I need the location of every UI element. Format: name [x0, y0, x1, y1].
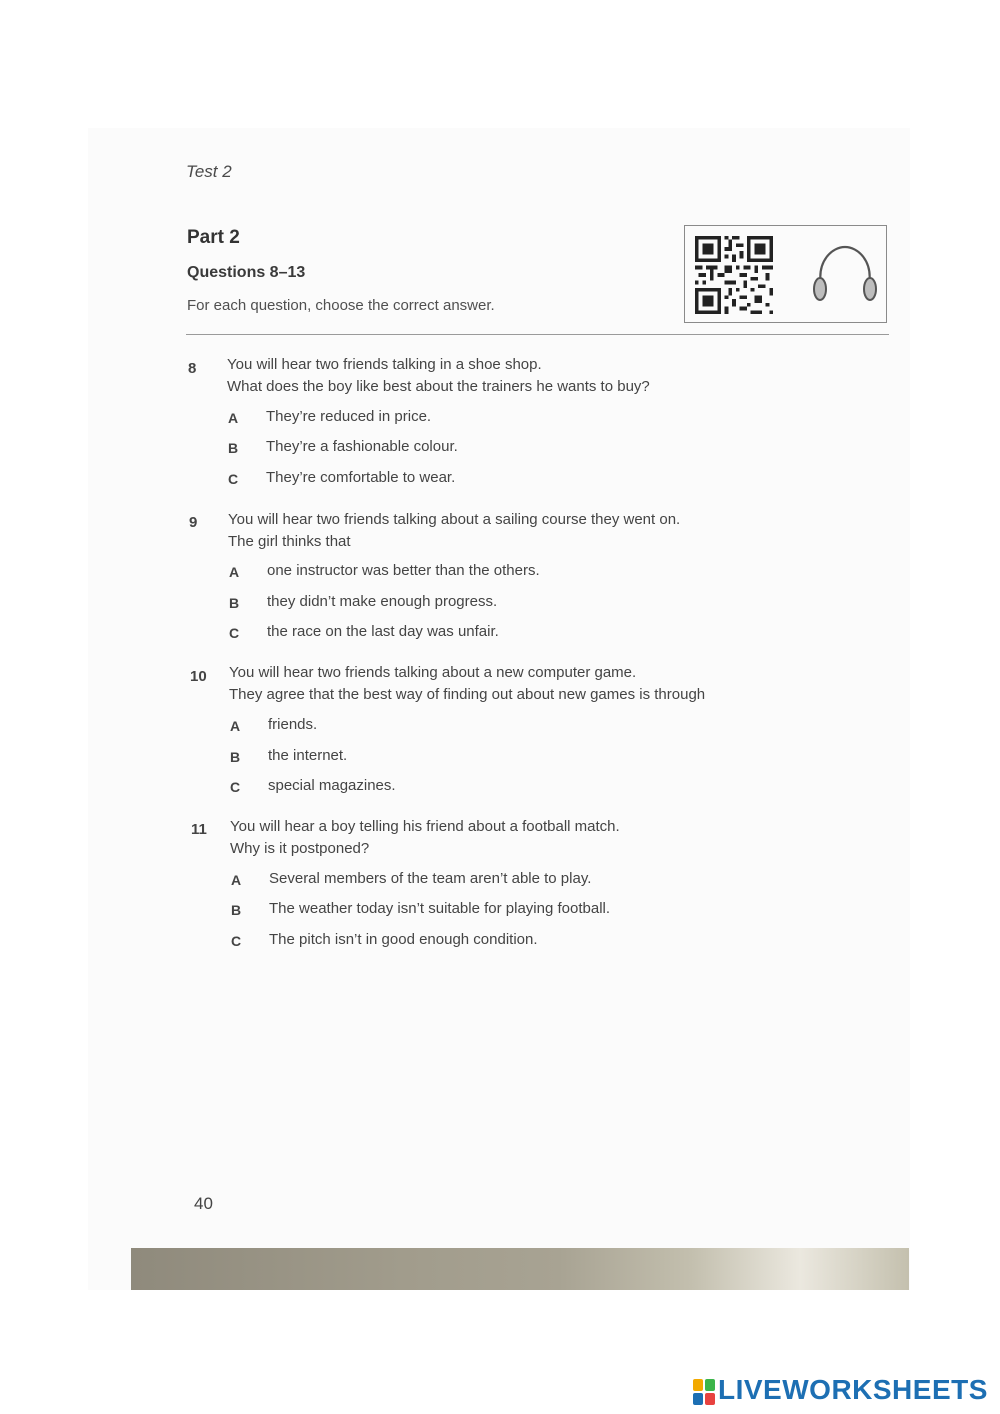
- option-text[interactable]: They’re a fashionable colour.: [266, 438, 458, 455]
- test-label: Test 2: [186, 162, 232, 181]
- question-line-2: Why is it postponed?: [230, 840, 370, 857]
- headphones-icon[interactable]: [810, 241, 880, 307]
- question-line-1: You will hear a boy telling his friend about a football match.: [230, 818, 620, 835]
- option-text[interactable]: They’re reduced in price.: [266, 408, 432, 425]
- option-letter[interactable]: B: [230, 749, 241, 765]
- questions-range: Questions 8–13: [187, 264, 306, 281]
- option-text[interactable]: The pitch isn’t in good enough condition.: [269, 931, 538, 948]
- option-text[interactable]: The weather today isn’t suitable for playing football.: [269, 900, 611, 917]
- qr-code-icon[interactable]: [695, 236, 773, 314]
- audio-box: [684, 225, 887, 323]
- question-line-2: The girl thinks that: [228, 533, 351, 550]
- option-letter[interactable]: A: [230, 718, 241, 734]
- option-letter[interactable]: C: [228, 471, 239, 487]
- option-text[interactable]: They’re comfortable to wear.: [266, 469, 456, 486]
- option-letter[interactable]: C: [231, 933, 242, 949]
- divider: [186, 334, 889, 335]
- option-text[interactable]: the race on the last day was unfair.: [267, 623, 499, 640]
- logo-squares-icon: [693, 1379, 715, 1405]
- question-line-2: They agree that the best way of finding out about new games is through: [229, 686, 706, 703]
- option-letter[interactable]: C: [230, 779, 241, 795]
- question-number: 9: [189, 514, 198, 531]
- question-line-1: You will hear two friends talking in a shoe shop.: [227, 356, 542, 373]
- question-number: 11: [191, 821, 207, 838]
- option-text[interactable]: special magazines.: [268, 777, 396, 794]
- option-text[interactable]: one instructor was better than the others.: [267, 562, 540, 579]
- option-letter[interactable]: A: [228, 410, 239, 426]
- instructions: For each question, choose the correct answer.: [187, 297, 495, 314]
- question-line-2: What does the boy like best about the trainers he wants to buy?: [227, 378, 650, 395]
- question-number: 8: [188, 360, 197, 377]
- option-letter[interactable]: A: [231, 872, 242, 888]
- page-number: 40: [194, 1194, 213, 1213]
- option-letter[interactable]: A: [229, 564, 240, 580]
- option-text[interactable]: they didn’t make enough progress.: [267, 593, 498, 610]
- footer-bar: [131, 1248, 909, 1290]
- option-letter[interactable]: B: [229, 595, 240, 611]
- question-line-1: You will hear two friends talking about a sailing course they went on.: [228, 511, 681, 528]
- part-title: Part 2: [187, 227, 240, 248]
- option-letter[interactable]: B: [228, 440, 239, 456]
- option-text[interactable]: the internet.: [268, 747, 348, 764]
- option-letter[interactable]: C: [229, 625, 240, 641]
- question-number: 10: [190, 668, 207, 685]
- option-letter[interactable]: B: [231, 902, 242, 918]
- option-text[interactable]: Several members of the team aren’t able to play.: [269, 870, 592, 887]
- question-line-1: You will hear two friends talking about a new computer game.: [229, 664, 637, 681]
- brand-name: LIVEWORKSHEETS: [718, 1374, 988, 1405]
- option-text[interactable]: friends.: [268, 716, 318, 733]
